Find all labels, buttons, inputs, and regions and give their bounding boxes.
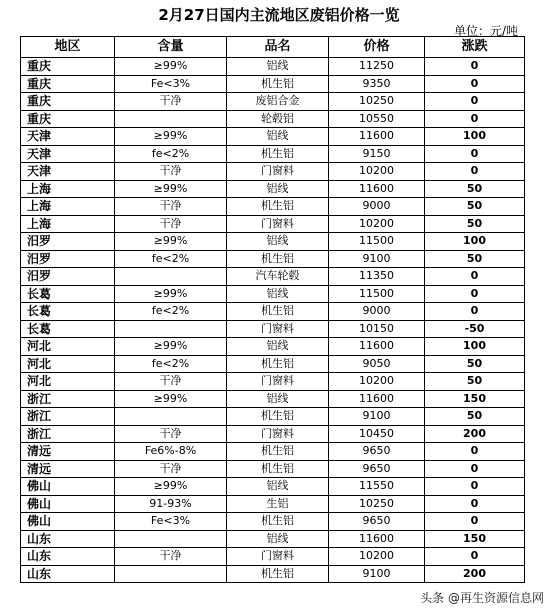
cell-change: 200 [425, 565, 525, 583]
cell-price: 9000 [329, 303, 425, 321]
table-row [21, 58, 525, 76]
cell-change: 0 [425, 495, 525, 513]
cell-change: 0 [425, 285, 525, 303]
table-row [21, 460, 525, 478]
table-row [21, 145, 525, 163]
cell-change: 50 [425, 373, 525, 391]
cell-content: 干净 [115, 460, 227, 478]
cell-change: 150 [425, 530, 525, 548]
cell-price: 11600 [329, 390, 425, 408]
cell-region: 天津 [21, 163, 115, 181]
cell-content: ≥99% [115, 180, 227, 198]
cell-change: 0 [425, 268, 525, 286]
cell-content: 干净 [115, 373, 227, 391]
cell-content: fe<2% [115, 303, 227, 321]
table-row [21, 75, 525, 93]
cell-price: 11550 [329, 478, 425, 496]
cell-content: ≥99% [115, 285, 227, 303]
table-row [21, 548, 525, 566]
cell-price: 11500 [329, 285, 425, 303]
cell-price: 9050 [329, 355, 425, 373]
cell-region: 山东 [21, 565, 115, 583]
cell-product: 机生铝 [227, 145, 329, 163]
cell-change: 150 [425, 390, 525, 408]
cell-product: 门窗料 [227, 373, 329, 391]
table-row [21, 180, 525, 198]
cell-region: 重庆 [21, 110, 115, 128]
cell-price: 10150 [329, 320, 425, 338]
cell-region: 清远 [21, 443, 115, 461]
cell-change: 0 [425, 513, 525, 531]
table-row [21, 338, 525, 356]
header-content: 含量 [115, 37, 227, 58]
table-row [21, 233, 525, 251]
cell-change: 100 [425, 233, 525, 251]
cell-region: 河北 [21, 373, 115, 391]
cell-product: 机生铝 [227, 198, 329, 216]
cell-region: 天津 [21, 128, 115, 146]
cell-change: 0 [425, 145, 525, 163]
cell-change: 50 [425, 198, 525, 216]
cell-product: 门窗料 [227, 548, 329, 566]
cell-product: 机生铝 [227, 513, 329, 531]
table-row [21, 565, 525, 583]
table-row [21, 110, 525, 128]
cell-price: 10200 [329, 373, 425, 391]
cell-price: 9350 [329, 75, 425, 93]
cell-price: 9000 [329, 198, 425, 216]
table-row [21, 163, 525, 181]
table-row [21, 495, 525, 513]
table-row [21, 250, 525, 268]
cell-product: 铝线 [227, 180, 329, 198]
cell-product: 铝线 [227, 478, 329, 496]
cell-region: 山东 [21, 548, 115, 566]
table-row [21, 513, 525, 531]
table-row [21, 478, 525, 496]
price-table [20, 36, 525, 583]
cell-price: 9650 [329, 513, 425, 531]
header-region: 地区 [21, 37, 115, 58]
cell-content: 干净 [115, 215, 227, 233]
cell-region: 汨罗 [21, 233, 115, 251]
cell-price: 10200 [329, 548, 425, 566]
cell-content: 干净 [115, 163, 227, 181]
cell-price: 10250 [329, 495, 425, 513]
table-row [21, 303, 525, 321]
cell-change: 0 [425, 548, 525, 566]
cell-price: 11600 [329, 530, 425, 548]
cell-price: 11600 [329, 128, 425, 146]
cell-content: ≥99% [115, 478, 227, 496]
cell-product: 机生铝 [227, 443, 329, 461]
cell-product: 门窗料 [227, 163, 329, 181]
cell-product: 铝线 [227, 58, 329, 76]
cell-content: 干净 [115, 198, 227, 216]
cell-content: ≥99% [115, 128, 227, 146]
cell-region: 长葛 [21, 320, 115, 338]
cell-region: 河北 [21, 355, 115, 373]
cell-change: 0 [425, 110, 525, 128]
cell-content [115, 530, 227, 548]
cell-price: 9100 [329, 408, 425, 426]
cell-content: 91-93% [115, 495, 227, 513]
table-row [21, 425, 525, 443]
cell-price: 11350 [329, 268, 425, 286]
cell-price: 9100 [329, 250, 425, 268]
cell-change: 0 [425, 163, 525, 181]
cell-change: 0 [425, 478, 525, 496]
cell-change: 100 [425, 128, 525, 146]
cell-price: 9650 [329, 443, 425, 461]
cell-change: 0 [425, 460, 525, 478]
table-header-row [21, 37, 525, 58]
cell-product: 铝线 [227, 390, 329, 408]
cell-product: 铝线 [227, 233, 329, 251]
cell-product: 生铝 [227, 495, 329, 513]
cell-product: 机生铝 [227, 303, 329, 321]
cell-content: ≥99% [115, 233, 227, 251]
cell-change: 0 [425, 303, 525, 321]
cell-region: 河北 [21, 338, 115, 356]
table-row [21, 320, 525, 338]
cell-content: fe<2% [115, 250, 227, 268]
table-row [21, 443, 525, 461]
cell-content: fe<2% [115, 145, 227, 163]
cell-content: 干净 [115, 93, 227, 111]
cell-region: 佛山 [21, 495, 115, 513]
cell-price: 11600 [329, 180, 425, 198]
page-title: 2月27日国内主流地区废铝价格一览 [158, 6, 400, 24]
cell-price: 11500 [329, 233, 425, 251]
cell-region: 浙江 [21, 408, 115, 426]
cell-region: 佛山 [21, 478, 115, 496]
cell-product: 机生铝 [227, 250, 329, 268]
cell-price: 10450 [329, 425, 425, 443]
cell-price: 9650 [329, 460, 425, 478]
cell-product: 机生铝 [227, 408, 329, 426]
table-row [21, 268, 525, 286]
cell-change: 50 [425, 408, 525, 426]
cell-region: 重庆 [21, 58, 115, 76]
cell-region: 清远 [21, 460, 115, 478]
cell-region: 汨罗 [21, 250, 115, 268]
cell-content: Fe<3% [115, 75, 227, 93]
cell-content [115, 565, 227, 583]
cell-product: 废铝合金 [227, 93, 329, 111]
cell-price: 10200 [329, 163, 425, 181]
cell-product: 门窗料 [227, 215, 329, 233]
cell-content: fe<2% [115, 355, 227, 373]
cell-product: 门窗料 [227, 320, 329, 338]
cell-content: 干净 [115, 425, 227, 443]
cell-content: 干净 [115, 548, 227, 566]
cell-region: 山东 [21, 530, 115, 548]
cell-content [115, 110, 227, 128]
cell-content [115, 268, 227, 286]
cell-product: 机生铝 [227, 75, 329, 93]
cell-change: 50 [425, 180, 525, 198]
table-row [21, 530, 525, 548]
cell-content [115, 320, 227, 338]
cell-content: Fe6%-8% [115, 443, 227, 461]
cell-product: 铝线 [227, 285, 329, 303]
header-change: 涨跌 [425, 37, 525, 58]
cell-change: 50 [425, 355, 525, 373]
cell-content: Fe<3% [115, 513, 227, 531]
cell-change: 200 [425, 425, 525, 443]
cell-content: ≥99% [115, 390, 227, 408]
cell-region: 汨罗 [21, 268, 115, 286]
unit-label: 单位：元/吨 [453, 24, 518, 38]
cell-change: 100 [425, 338, 525, 356]
cell-change: 50 [425, 215, 525, 233]
cell-region: 长葛 [21, 303, 115, 321]
cell-price: 9150 [329, 145, 425, 163]
table-row [21, 285, 525, 303]
cell-change: -50 [425, 320, 525, 338]
cell-region: 长葛 [21, 285, 115, 303]
cell-region: 上海 [21, 215, 115, 233]
cell-change: 0 [425, 93, 525, 111]
table-row [21, 93, 525, 111]
cell-product: 轮毂铝 [227, 110, 329, 128]
table-row [21, 390, 525, 408]
cell-content: ≥99% [115, 58, 227, 76]
cell-change: 0 [425, 75, 525, 93]
cell-change: 0 [425, 443, 525, 461]
cell-region: 上海 [21, 180, 115, 198]
cell-product: 铝线 [227, 338, 329, 356]
cell-product: 机生铝 [227, 565, 329, 583]
header-price: 价格 [329, 37, 425, 58]
cell-region: 上海 [21, 198, 115, 216]
cell-region: 佛山 [21, 513, 115, 531]
table-row [21, 198, 525, 216]
cell-product: 门窗料 [227, 425, 329, 443]
table-row [21, 215, 525, 233]
cell-price: 10250 [329, 93, 425, 111]
cell-price: 11250 [329, 58, 425, 76]
cell-product: 铝线 [227, 128, 329, 146]
cell-price: 10200 [329, 215, 425, 233]
cell-product: 机生铝 [227, 355, 329, 373]
table-row [21, 128, 525, 146]
cell-product: 汽车轮毂 [227, 268, 329, 286]
cell-region: 重庆 [21, 75, 115, 93]
cell-region: 浙江 [21, 390, 115, 408]
cell-change: 50 [425, 250, 525, 268]
cell-region: 浙江 [21, 425, 115, 443]
cell-region: 天津 [21, 145, 115, 163]
cell-product: 铝线 [227, 530, 329, 548]
table-row [21, 355, 525, 373]
cell-content: ≥99% [115, 338, 227, 356]
header-product: 品名 [227, 37, 329, 58]
cell-region: 重庆 [21, 93, 115, 111]
table-row [21, 408, 525, 426]
cell-content [115, 408, 227, 426]
table-body [21, 58, 525, 583]
cell-price: 11600 [329, 338, 425, 356]
watermark: 头条 @再生资源信息网 [416, 588, 548, 607]
cell-price: 9100 [329, 565, 425, 583]
cell-price: 10550 [329, 110, 425, 128]
cell-change: 0 [425, 58, 525, 76]
table-row [21, 373, 525, 391]
cell-product: 机生铝 [227, 460, 329, 478]
